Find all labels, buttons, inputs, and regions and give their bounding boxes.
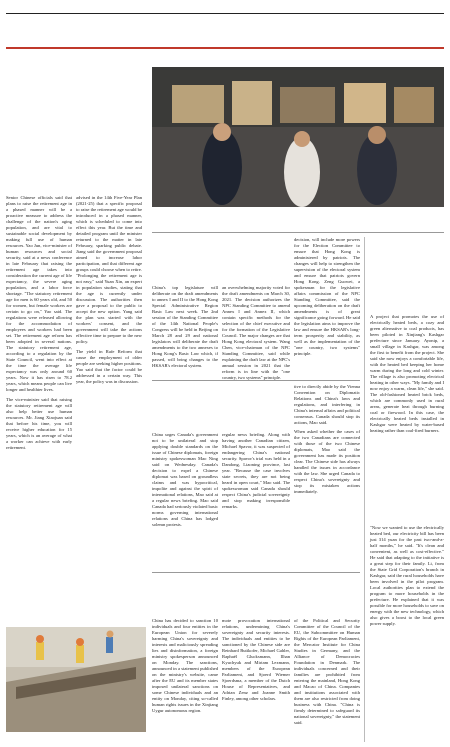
divider	[6, 13, 444, 14]
body-spokeswoman-col1: China urges Canada's government not to be unilateral and stop applying double standards on the issue of Chinese diplomats, foreign ministry spokeswoman Mao Ning said on Wednesday. Canada's decision to expel a Chinese diplomat was based on groundless claims and was hypocritical, impolite and against the spirit of international relations, Mao said at a regular news briefing. Mao said Canada had seriously violated basic norms governing international relations and China has lodged solemn protests.	[152, 432, 218, 527]
body-nation-col1: China has decided to sanction 10 individuals and four entities in the European Union for severely harming China's sovereignty and interests and maliciously spreading lies and disinformation, a foreign ministry spokesperson announced on Monday. The sanctions, announced in a statement published on the ministry's website, came after the EU and its member states imposed unilateral sanctions on some Chinese individuals and an entity on Monday, citing so-called human rights issues in the Xinjiang Uygur autonomous region.	[152, 618, 218, 713]
body-spokeswoman-col2: regular news briefing. Along with having another Canadian citizen, Michael Spavor, it was suspected of endangering China's national security. Spavor's trial was held in a Dandong, Liaoning province, last year. "Because the case involves state secrets, they are not being heard in open court," Mao said. The spokeswoman said Canada should respect China's judicial sovereignty and stop making irresponsible remarks.	[222, 432, 290, 509]
masthead	[0, 0, 450, 14]
body-residents-col2: "Now we wanted to use the electrically heated bed, our electricity bill has been just 314 yuan for the past two-and-a-half months," he said. "It's clean and convenient, as well as cost-effective." He said that adapting to the initiative is a great step for their family. Li, from the State Grid Corporation's branch in Kashgar, said the rural households have been involved in the pilot program. Local authorities plan to extend the program to more households in the prefecture. He explained that it was possible for more households to save on energy with the new technology, which also gives a boost to the local green power supply.	[370, 525, 444, 626]
body-hksar-col1: China's top legislature will deliberate on the draft amendments to annex I and II to the Hong Kong Special Administrative Region Basic Law next week. The 2nd session of the Standing Committee of the 14th National People's Congress will be held in Beijing on March 28 and 29 and national legislators will deliberate the draft amendments to the two annexes to Hong Kong's Basic Law which, if passed, will bring changes to the HKSAR's electoral system.	[152, 285, 218, 368]
column-divider	[364, 237, 365, 742]
body-spokeswoman-col3: tive to directly abide by the Vienna Convention on Diplomatic Relations and China's laws and regulations, and interfering in China's internal affairs and political consensus. Canada should stop its actions, Mao said. When asked whether the cases of the two Canadians are connected with those of the two Chinese diplomats, Mao said the government has made its position clear. The Chinese side has always handled the issues in accordance with the law. She urged Canada to respect China's sovereignty and stop its mistaken actions immediately.	[294, 384, 360, 494]
body-nation-col2: mote provocation international relations, undermining China's sovereignty and security interests. The individuals and entities to be sanctioned by the Chinese side are Reinhard Butikofer, Michael Gahler, Raphaël Glucksmann, Ilhan Kyuchyuk and Miriam Lexmann, members of the European Parliament, and Sjoerd Wiemer Sjoerdsma, a member of the Dutch House of Representatives, and Adrian Zenz and Joanne Smith Finley, among other scholars.	[222, 618, 290, 701]
section-rule	[6, 47, 444, 49]
divider	[152, 380, 360, 381]
spring-cleaning-photo	[6, 627, 146, 732]
divider	[152, 232, 444, 233]
body-residents-col1: A project that promotes the use of electrically heated beds, a cozy and green alternative to coal products, has been piloted in Xinjiang's Kashgar prefecture since January. Ayonip, a small village in Kashgar, was among the first to benefit from the project. She said she now enjoys a comfortable life, with the heated bed keeping her home warm during the long and cold winter. The village is also promoting electrical heating in other ways. "My family and I now enjoy a warm, clean life," she said. The old-fashioned heated brick beds, which are commonly used in rural areas, generate heat through burning coal or firewood. In this case, the electrically heated beds installed in Kashgar were heated by water-based heating rather than coal-fired burners.	[370, 314, 444, 433]
divider	[152, 572, 360, 573]
body-hksar-col2: an overwhelming majority voted for the draft amendments on March 30, 2021. The decision authorizes the NPC Standing Committee to amend Annex I and Annex II, which contain specific methods for the selection of the chief executive and for the formation of the Legislative Council. The major changes are that Hong Kong electoral system. Wang Chen, vice-chairman of the NPC Standing Committee, said while explaining the draft law at the NPC's annual session in 2021 that the reform is in line with the "one country, two systems" principle.	[222, 285, 290, 380]
body-retirement-col2: advised in the 14th Five-Year Plan (2021-25) that a specific proposal to raise the retirement age would be introduced in a phased manner, which is scheduled to come into effect this year. But the time and detailed program until the minister returned to the matter in late February, sparking public debate. Jiang said the government proposal aimed to increase labor participation, and that different age groups could choose when to retire. "Prolonging the retirement age is not easy," said Yuan Xin, an expert in population studies, stating that the age is currently under discussion. The authorities then gave a proposal to the public to accept the new option. Yang said the plan was started with the workers' consent, and the government will take the actions effective time to prepare to the new policy. The yield in Rafe Reform that cause the employment of older people are seeking higher positions. Yao said that the factor could be addressed in a certain way. This year, the policy was in discussion.	[76, 195, 142, 384]
xinjiang-exhibition-photo	[152, 67, 444, 207]
body-hksar-col3: decision, will include more powers for the Election Committee to ensure that Hong Kong is administered by patriots. The changes will help to strengthen the supervision of the electoral system and ensure that patriots govern Hong Kong. Zeng Guowei, a spokesman for the legislative affairs commission of the NPC Standing Committee, said the upcoming deliberation on the draft amendments is of great significance going forward. He said the legislation aims to improve the law and ensure the HKSAR's long-term prosperity and stability, as well as the implementation of the "one country, two systems" principle.	[294, 237, 360, 356]
body-retirement-col1: Senior Chinese officials said that plans to raise the retirement age in a phased manner will be a proactive measure to address the challenge of the nation's aging population, and are vital to sustainable social development by making full use of human resources. Yao Jun, vice-minister of human resources and social security, said at a news conference in late February that raising the retirement age takes into consideration the current age of life expectancy, the severe aging population, and a labor force shortage. "The statutory retirement age for men is 60 years old, and 50 for women, but female workers are certain to go on," Yao said. The regulations were released allowing for the accommodation of employees and workers had been set. The retirement age reform has been adopted in several nations. The statutory retirement age, according to a regulation by the State Council, went into effect at the time the average life expectancy was only around 60 years. Now it has risen to 78.2 years, which means people can live longer and healthier lives. The vice-minister said that raising the statutory retirement age will also help better use human resources. Mr. Jiang Xiaojuan said that before his time, you will receive higher education for 15 years, which is an average of what a worker can achieve with early retirement.	[6, 195, 72, 450]
body-nation-col3: of the Political and Security Committee of the Council of the EU, the Subcommittee on Human Rights of the European Parliament, the Mercator Institute for China Studies in Germany, and the Alliance of Democracies Foundation in Denmark. The individuals concerned and their families are prohibited from entering the mainland, Hong Kong and Macao of China. Companies and institutions associated with them are also restricted from doing business with China. "China is firmly determined to safeguard its national sovereignty," the statement said.	[294, 618, 360, 725]
